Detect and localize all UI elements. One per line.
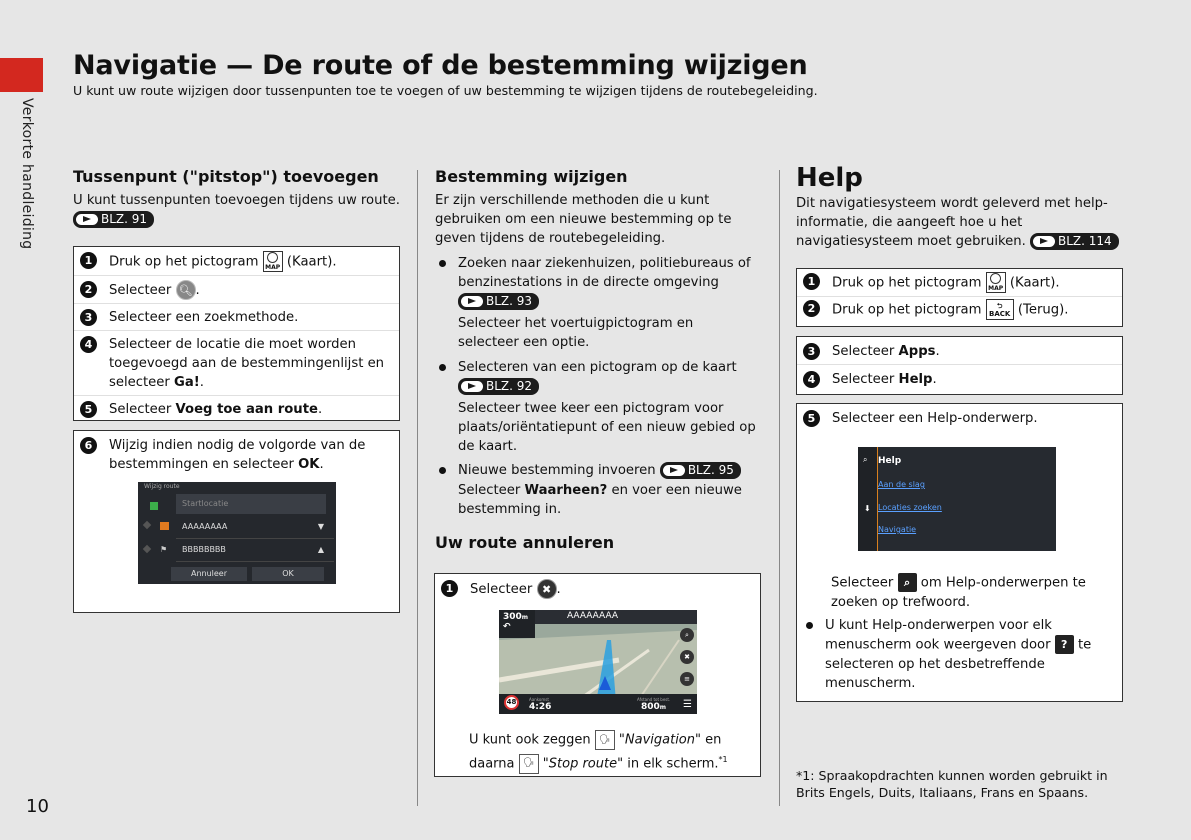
step: 4 Selecteer de locatie die moet worden toegevoegd aan de bestemmingenlijst en selecteer Ga!.: [74, 331, 399, 396]
step: 2 Druk op het pictogram ⮌ BACK (Terug).: [797, 297, 1122, 323]
page-ref-link[interactable]: BLZ. 91: [73, 211, 154, 228]
step: 3 Selecteer Apps.: [797, 337, 1122, 365]
turn-distance: 300m ↶: [499, 610, 535, 638]
page-number: 10: [26, 796, 49, 817]
help-topic-link[interactable]: Navigatie: [878, 525, 917, 534]
help-screen-title: Help: [878, 456, 902, 466]
map-icon: MAP: [263, 251, 283, 272]
step6-box: [73, 430, 400, 613]
step: 5 Selecteer Voeg toe aan route.: [74, 396, 399, 422]
step: 6 Wijzig indien nodig de volgorde van de bestemmingen en selecteer OK.: [74, 431, 399, 477]
section-heading: Bestemming wijzigen: [435, 167, 628, 186]
methods-list: [435, 254, 765, 519]
checkered-flag-icon: ⚑: [160, 545, 168, 554]
back-icon: ⮌ BACK: [986, 299, 1014, 320]
navigation-map-screen: 300m ↶ AAAAAAAA ⌕ ✖ ≡ 48 Aankomst 4:26 Afstand tot best. 800m ☰: [499, 610, 697, 714]
step: 5 Selecteer een Help-onderwerp.: [797, 404, 1122, 431]
help-icon: ?: [1055, 635, 1074, 654]
move-up-icon[interactable]: ▲: [317, 545, 324, 554]
help-topic-link[interactable]: Aan de slag: [878, 480, 925, 489]
section-intro: Er zijn verschillende methoden die u kunt gebruiken om een nieuwe bestemming op te geven tijdens de routebegeleiding.: [435, 193, 732, 246]
column-help: [796, 163, 1121, 251]
route-options-icon[interactable]: ≡: [680, 672, 694, 686]
search-icon[interactable]: ⌕: [863, 455, 868, 464]
steps-box: [73, 246, 400, 421]
drag-handle-icon: [143, 545, 151, 553]
turn-arrow-icon: ↶: [503, 622, 511, 632]
section-heading: Tussenpunt ("pitstop") toevoegen: [73, 167, 379, 186]
screen-header: Wijzig route: [144, 483, 180, 490]
section-intro: U kunt tussenpunten toevoegen tijdens uw route. BLZ. 91: [73, 193, 400, 226]
voice-command-icon: 🗣︎: [595, 730, 615, 750]
arrow-icon: [461, 296, 483, 307]
help-topic-box: [796, 403, 1123, 702]
footnote: *1: Spraakopdrachten kunnen worden gebruikt in Brits Engels, Duits, Italiaans, Frans en Spaans.: [796, 768, 1108, 800]
cancel-route-icon[interactable]: ✖: [680, 650, 694, 664]
arrow-icon: [1033, 236, 1055, 247]
page-subtitle: U kunt uw route wijzigen door tussenpunten toe te voegen of uw bestemming te wijzigen tijdens de routebegeleiding.: [73, 83, 818, 98]
search-icon: 🔍︎: [176, 280, 196, 300]
voice-command-note: U kunt ook zeggen 🗣︎ "Navigation" en daarna 🗣︎ "Stop route" in elk scherm.$^{*1}$: [469, 730, 754, 774]
drag-handle-icon: [143, 521, 151, 529]
steps-box: [796, 268, 1123, 327]
page-ref-link[interactable]: BLZ. 114: [1030, 233, 1119, 250]
list-item: Zoeken naar ziekenhuizen, politiebureaus of benzinestations in de directe omgeving BLZ. 93 Selecteer het voertuigpictogram en selecteer een optie.: [435, 254, 765, 352]
flag-green-icon: [150, 502, 158, 510]
section-heading: Uw route annuleren: [435, 533, 615, 552]
step: 2 Selecteer 🔍︎ .: [74, 276, 399, 304]
voice-command-icon: 🗣︎: [519, 754, 539, 774]
steps-box: [796, 336, 1123, 395]
speed-limit-sign: 48: [504, 695, 519, 710]
step: 1 Selecteer ✖ .: [435, 574, 760, 602]
list-item: Selecteren van een pictogram op de kaart BLZ. 92 Selecteer twee keer een pictogram voor plaats/oriëntatiepunt of een nieuw gebied op de kaart.: [435, 358, 765, 456]
section-heading: Help: [796, 163, 863, 193]
arrow-icon: [461, 381, 483, 392]
chapter-tab: [0, 58, 43, 92]
column-change-destination: [435, 167, 765, 552]
ok-button[interactable]: OK: [252, 567, 324, 581]
help-screen: [858, 447, 1056, 551]
arrow-icon: [663, 465, 685, 476]
move-down-icon[interactable]: ▼: [317, 522, 324, 531]
step: 4 Selecteer Help.: [797, 365, 1122, 392]
route-row[interactable]: BBBBBBBB ▲: [176, 540, 334, 562]
menu-icon[interactable]: ☰: [683, 699, 692, 710]
page-ref-link[interactable]: BLZ. 95: [660, 462, 741, 479]
step: 3 Selecteer een zoekmethode.: [74, 304, 399, 331]
flag-orange-icon: [160, 522, 169, 530]
arrival-time: 4:26: [529, 702, 552, 712]
list-item: U kunt Help-onderwerpen voor elk menuscherm ook weergeven door ? te selecteren op het desbetreffende menuscherm.: [802, 616, 1112, 693]
cancel-route-icon: ✖: [537, 579, 557, 599]
scroll-down-icon[interactable]: ⬇: [864, 504, 871, 513]
side-label: Verkorte handleiding: [19, 98, 35, 250]
column-divider: [417, 170, 418, 806]
search-icon[interactable]: ⌕: [680, 628, 694, 642]
search-icon: ⌕: [898, 573, 917, 592]
column-pitstop: [73, 167, 403, 229]
section-intro: Dit navigatiesysteem wordt geleverd met help-informatie, die aangeeft hoe u het navigatiesysteem moet gebruiken. BLZ. 114: [796, 194, 1121, 251]
route-row[interactable]: AAAAAAAA ▼: [176, 517, 334, 539]
street-name: AAAAAAAA: [567, 611, 619, 621]
page-ref-link[interactable]: BLZ. 92: [458, 378, 539, 395]
arrow-icon: [76, 214, 98, 225]
edit-route-screen: [138, 482, 336, 584]
page-title: Navigatie — De route of de bestemming wijzigen: [73, 50, 808, 81]
remaining-distance: 800m: [641, 702, 667, 712]
route-row-start[interactable]: Startlocatie: [176, 494, 326, 514]
step: 1 Druk op het pictogram MAP (Kaart).: [797, 269, 1122, 297]
map-icon: MAP: [986, 272, 1006, 293]
search-note: Selecteer ⌕ om Help-onderwerpen te zoeken op trefwoord.: [831, 573, 1111, 612]
page-ref-link[interactable]: BLZ. 93: [458, 293, 539, 310]
help-topic-link[interactable]: Locaties zoeken: [878, 503, 942, 512]
column-divider: [779, 170, 780, 806]
step: 1 Druk op het pictogram MAP (Kaart).: [74, 247, 399, 276]
list-item: Nieuwe bestemming invoeren BLZ. 95 Selecteer Waarheen? en voer een nieuwe bestemming in.: [435, 461, 765, 519]
cancel-button[interactable]: Annuleer: [171, 567, 247, 581]
cancel-route-box: [434, 573, 761, 777]
